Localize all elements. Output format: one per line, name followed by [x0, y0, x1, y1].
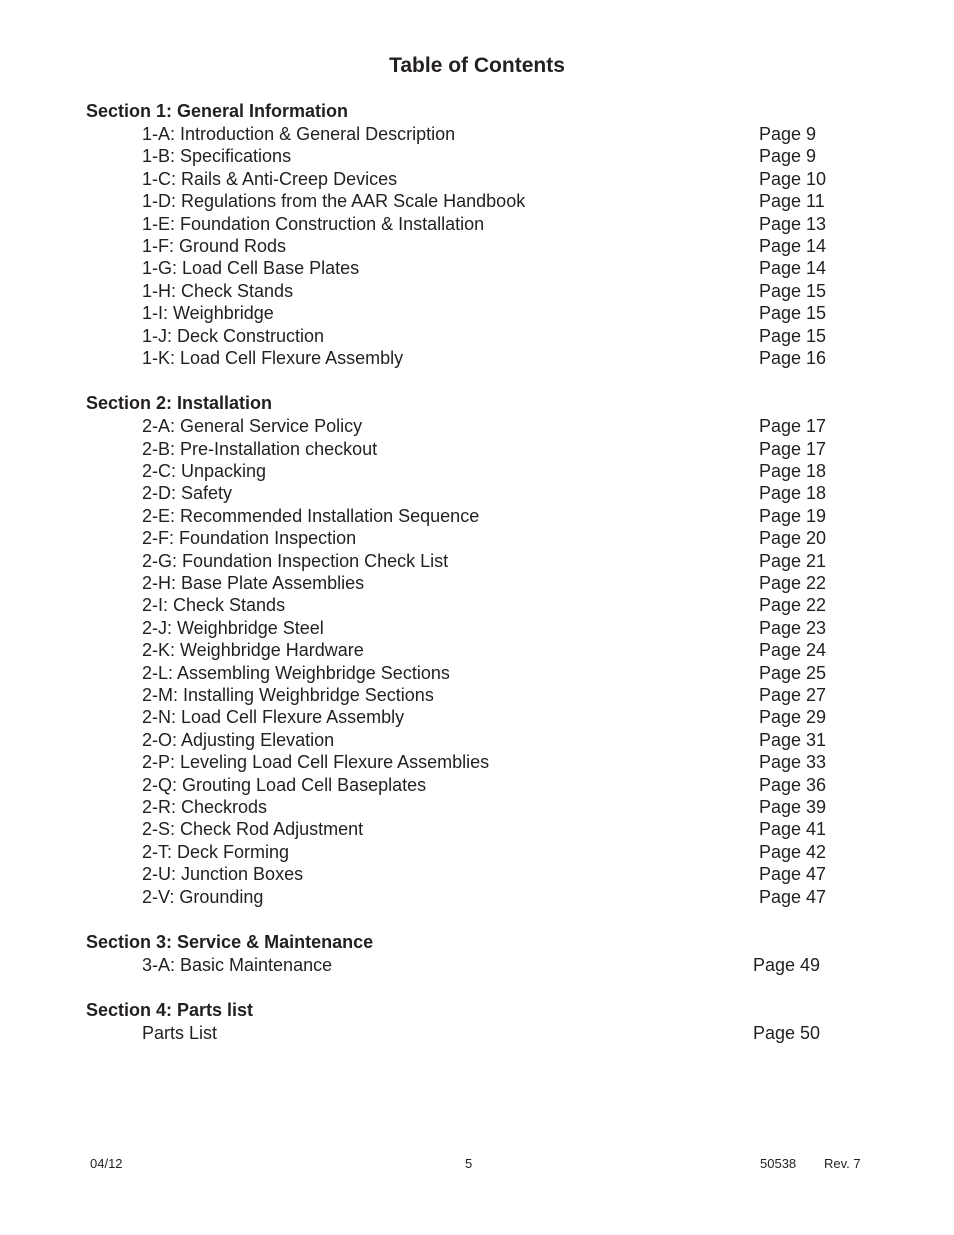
toc-entry [86, 572, 846, 594]
toc-section [86, 100, 846, 369]
toc-entry [86, 863, 846, 885]
toc-entry [86, 235, 846, 257]
toc-entry [86, 257, 846, 279]
toc-entry [86, 415, 846, 437]
toc-entry-title: 1-C: Rails & Anti-Creep Devices [142, 168, 398, 189]
toc-entry [86, 639, 846, 661]
section-heading: Section 4: Parts list [86, 1000, 254, 1021]
toc-entry [86, 460, 846, 482]
toc-entry-page: Page 16 [759, 347, 827, 368]
toc-entry-title: 2-D: Safety [142, 483, 233, 504]
footer-page-number: 5 [465, 1156, 473, 1171]
toc-entry-page: Page 18 [759, 483, 827, 504]
toc-entry-title: 3-A: Basic Maintenance [142, 954, 333, 975]
toc-entry-title: 1-H: Check Stands [142, 280, 294, 301]
toc-entry-title: 1-I: Weighbridge [142, 303, 274, 324]
toc-entry [86, 1022, 846, 1044]
toc-entry-title: 1-G: Load Cell Base Plates [142, 258, 360, 279]
toc-section [86, 931, 846, 976]
toc-entry [86, 796, 846, 818]
toc-entry [86, 145, 846, 167]
toc-entry-page: Page 31 [759, 729, 827, 750]
toc-entry [86, 168, 846, 190]
toc-section [86, 392, 846, 908]
toc-entry-title: 2-A: General Service Policy [142, 416, 363, 437]
toc-entry-title: 2-N: Load Cell Flexure Assembly [142, 707, 405, 728]
toc-entry [86, 774, 846, 796]
toc-entry-title: 2-I: Check Stands [142, 595, 286, 616]
toc-entry [86, 954, 846, 976]
toc-entry-title: Parts List [142, 1023, 218, 1044]
toc-entry-page: Page 9 [759, 146, 817, 167]
toc-entry-page: Page 21 [759, 550, 827, 571]
toc-entry-title: 2-U: Junction Boxes [142, 864, 304, 885]
toc-section [86, 999, 846, 1044]
toc-entry-title: 2-S: Check Rod Adjustment [142, 819, 364, 840]
toc-entry-page: Page 22 [759, 595, 827, 616]
section-heading: Section 2: Installation [86, 393, 273, 414]
toc-entry-page: Page 14 [759, 258, 827, 279]
section-heading: Section 1: General Information [86, 101, 349, 121]
toc-entry-page: Page 49 [753, 954, 821, 975]
toc-entry-title: 2-Q: Grouting Load Cell Baseplates [142, 774, 427, 795]
toc-entry-page: Page 10 [759, 168, 827, 189]
toc-entry-title: 2-T: Deck Forming [142, 841, 290, 862]
toc-entry-title: 2-O: Adjusting Elevation [142, 729, 335, 750]
toc-entry-title: 1-A: Introduction & General Description [142, 124, 456, 144]
toc-entry-title: 1-E: Foundation Construction & Installation [142, 213, 485, 234]
toc-entry [86, 505, 846, 527]
toc-entry-title: 2-L: Assembling Weighbridge Sections [142, 662, 450, 683]
toc-entry-title: 2-C: Unpacking [142, 461, 267, 482]
toc-entry [86, 190, 846, 212]
toc-entry [86, 302, 846, 324]
toc-entry-page: Page 15 [759, 303, 827, 324]
toc-entry-page: Page 18 [759, 461, 827, 482]
toc-entry-title: 1-J: Deck Construction [142, 325, 325, 346]
toc-entry [86, 617, 846, 639]
toc-entry-page: Page 23 [759, 617, 827, 638]
toc-entry-page: Page 24 [759, 640, 827, 661]
toc-entry [86, 886, 846, 908]
toc-entry [86, 550, 846, 572]
toc-entry-page: Page 29 [759, 707, 827, 728]
toc-entry-title: 2-E: Recommended Installation Sequence [142, 505, 480, 526]
toc-entry-page: Page 25 [759, 662, 827, 683]
toc-entry-title: 2-V: Grounding [142, 886, 264, 907]
toc-entry [86, 594, 846, 616]
toc-entry-page: Page 15 [759, 280, 827, 301]
toc-entry-page: Page 13 [759, 213, 827, 234]
toc-entry-page: Page 22 [759, 573, 827, 594]
toc-entry-title: 2-G: Foundation Inspection Check List [142, 550, 449, 571]
toc-entry-page: Page 9 [759, 124, 817, 144]
toc-entry-page: Page 41 [759, 819, 827, 840]
toc-entry [86, 729, 846, 751]
toc-entry [86, 662, 846, 684]
toc-entry-title: 2-F: Foundation Inspection [142, 528, 357, 549]
toc-entry [86, 482, 846, 504]
toc-entry [86, 684, 846, 706]
toc-entry [86, 438, 846, 460]
toc-entry [86, 706, 846, 728]
toc-entry-title: 1-F: Ground Rods [142, 235, 287, 256]
table-of-contents [86, 100, 846, 1068]
toc-entry-page: Page 17 [759, 438, 827, 459]
toc-entry [86, 841, 846, 863]
toc-entry-page: Page 15 [759, 325, 827, 346]
toc-entry-title: 1-K: Load Cell Flexure Assembly [142, 347, 404, 368]
toc-entry [86, 818, 846, 840]
toc-entry [86, 123, 846, 145]
toc-entry [86, 347, 846, 369]
toc-entry [86, 280, 846, 302]
toc-entry [86, 213, 846, 235]
toc-entry-title: 2-J: Weighbridge Steel [142, 617, 324, 638]
page-title: Table of Contents [389, 54, 565, 77]
toc-entry-title: 2-H: Base Plate Assemblies [142, 573, 365, 594]
footer-date: 04/12 [90, 1156, 123, 1171]
toc-entry [86, 325, 846, 347]
toc-entry [86, 751, 846, 773]
toc-entry-title: 1-B: Specifications [142, 146, 292, 167]
footer-document-number: 50538 [760, 1156, 797, 1171]
toc-entry-page: Page 47 [759, 886, 827, 907]
toc-entry-page: Page 42 [759, 841, 827, 862]
toc-entry-title: 2-K: Weighbridge Hardware [142, 640, 364, 661]
section-heading: Section 3: Service & Maintenance [86, 931, 374, 952]
toc-entry-page: Page 36 [759, 774, 827, 795]
footer-revision: Rev. 7 [824, 1156, 861, 1171]
toc-entry-title: 2-B: Pre-Installation checkout [142, 438, 378, 459]
toc-entry-page: Page 19 [759, 505, 827, 526]
toc-entry-title: 2-M: Installing Weighbridge Sections [142, 684, 434, 705]
toc-entry-page: Page 27 [759, 684, 827, 705]
toc-entry-page: Page 50 [753, 1023, 821, 1044]
toc-entry-title: 1-D: Regulations from the AAR Scale Handbook [142, 191, 526, 212]
toc-entry-title: 2-P: Leveling Load Cell Flexure Assemblies [142, 752, 490, 773]
toc-entry-page: Page 39 [759, 796, 827, 817]
toc-entry-page: Page 33 [759, 752, 827, 773]
toc-entry-page: Page 20 [759, 528, 827, 549]
toc-entry-page: Page 14 [759, 235, 827, 256]
toc-entry-title: 2-R: Checkrods [142, 796, 268, 817]
toc-entry-page: Page 17 [759, 416, 827, 437]
toc-entry-page: Page 47 [759, 864, 827, 885]
toc-entry-page: Page 11 [759, 191, 825, 212]
toc-entry [86, 527, 846, 549]
